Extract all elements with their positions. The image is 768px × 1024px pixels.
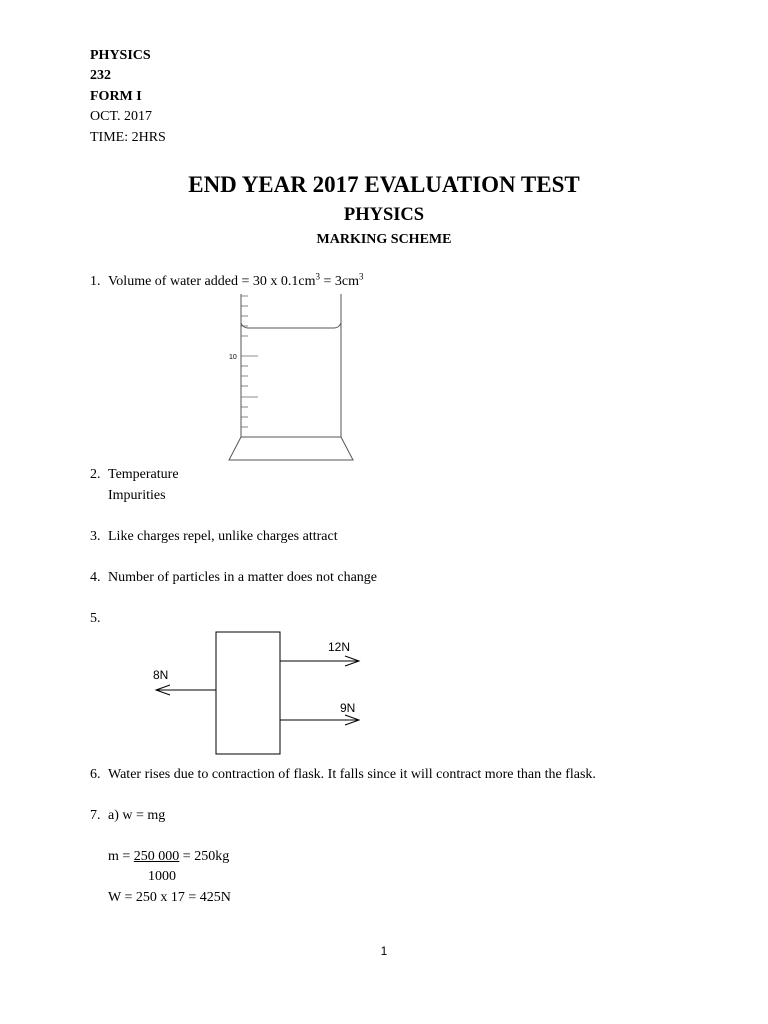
header-time: TIME: 2HRS — [90, 130, 166, 145]
page-number: 1 — [380, 944, 388, 958]
q4-answer: Number of particles in a matter does not change — [108, 570, 378, 585]
force-block — [216, 632, 280, 754]
q7-mass-equation — [108, 847, 229, 867]
cylinder-graduations — [241, 296, 258, 427]
q2-number: 2. — [90, 467, 101, 482]
q6-answer: Water rises due to contraction of flask. It falls since it will contract more than the flask. — [108, 767, 596, 782]
main-title: END YEAR 2017 EVALUATION TEST — [188, 172, 580, 197]
q3-answer: Like charges repel, unlike charges attract — [108, 529, 338, 544]
label-12n: 12N — [328, 640, 351, 654]
q4-number: 4. — [90, 570, 101, 585]
q7-m-suffix: = 250kg — [179, 849, 230, 864]
q5-number: 5. — [90, 611, 101, 626]
q2-answer-line1: Temperature — [108, 467, 179, 482]
cylinder-base-stand — [229, 437, 353, 460]
q1-sup-2: 3 — [358, 271, 364, 282]
q1-answer — [108, 272, 363, 292]
scheme-title: MARKING SCHEME — [316, 232, 452, 247]
q3-number: 3. — [90, 529, 101, 544]
q7-m-numerator: 250 000 — [133, 849, 180, 864]
q7-number: 7. — [90, 808, 101, 823]
q6-number: 6. — [90, 767, 101, 782]
header-date: OCT. 2017 — [90, 109, 152, 124]
header-subject: PHYSICS — [90, 48, 151, 63]
label-9n: 9N — [340, 701, 356, 715]
q1-text-b: = 3cm — [319, 274, 359, 289]
force-diagram — [140, 628, 370, 760]
header-form: FORM I — [90, 89, 142, 104]
q7-part-a: a) w = mg — [108, 808, 166, 823]
label-8n: 8N — [153, 668, 169, 682]
q1-text-a: Volume of water added = 30 x 0.1cm — [108, 274, 316, 289]
water-meniscus — [241, 323, 341, 328]
q7-weight-equation: W = 250 x 17 = 425N — [108, 890, 231, 905]
measuring-cylinder-diagram — [226, 290, 358, 464]
q2-answer-line2: Impurities — [108, 488, 166, 503]
header-code: 232 — [90, 68, 111, 83]
q7-m-prefix: m = — [108, 849, 134, 864]
q7-m-denominator: 1000 — [148, 869, 176, 884]
cylinder-label-10: 10 — [229, 354, 237, 361]
q1-number: 1. — [90, 274, 101, 289]
subject-title: PHYSICS — [343, 205, 425, 225]
q1-sup-1: 3 — [315, 271, 320, 282]
